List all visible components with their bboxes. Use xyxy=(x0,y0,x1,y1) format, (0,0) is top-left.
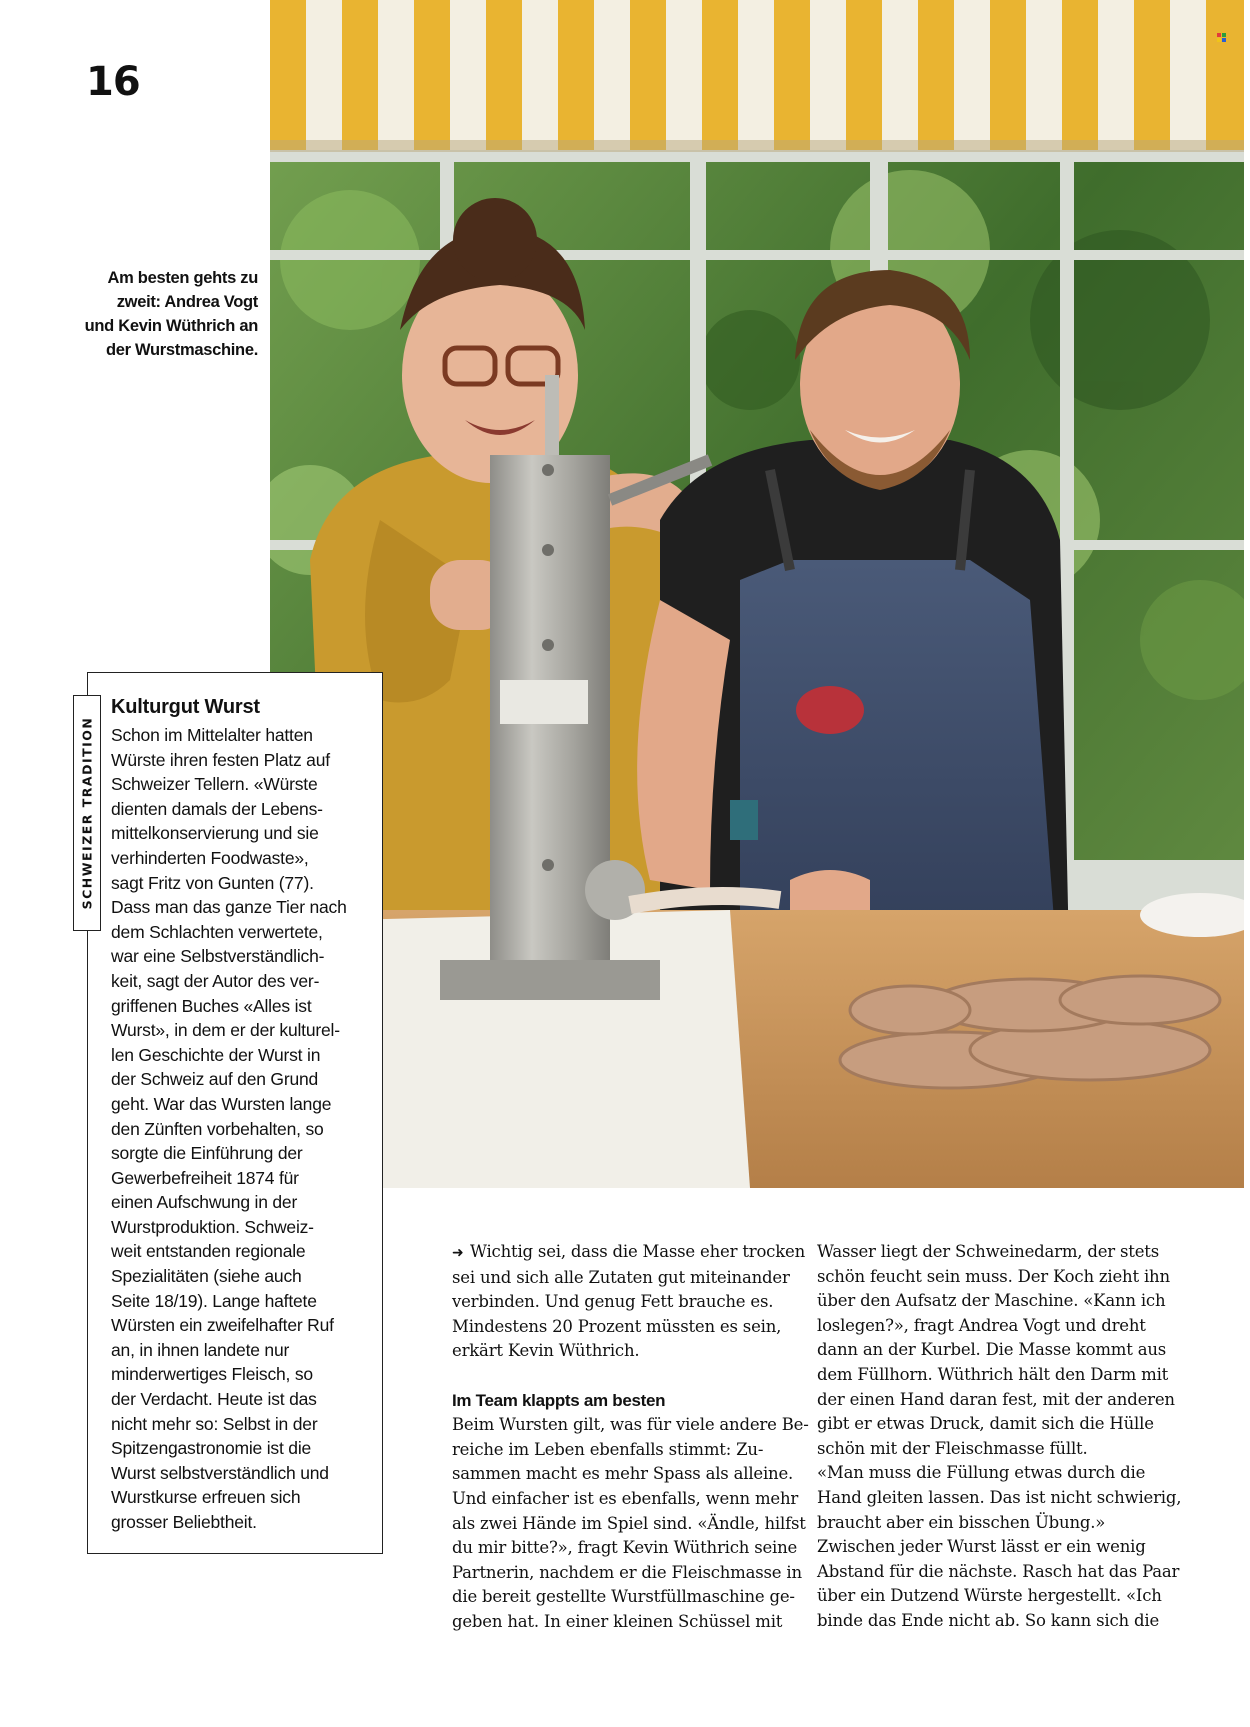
sidebar-line: der Schweiz auf den Grund xyxy=(111,1069,319,1090)
sidebar-line: Wurst selbstverständlich und xyxy=(111,1462,329,1483)
main-photo xyxy=(270,0,1244,1188)
glass-jar xyxy=(730,800,758,840)
article-line: gibt er etwas Druck, damit sich die Hülle xyxy=(817,1414,1154,1434)
sidebar-line: keit, sagt der Autor des ver- xyxy=(111,970,320,991)
article-line: braucht aber ein bisschen Übung.» xyxy=(817,1512,1106,1532)
article-line: dann an der Kurbel. Die Masse kommt aus xyxy=(817,1340,1167,1360)
photo-illustration xyxy=(270,0,1244,1188)
sidebar-line: mittelkonservierung und sie xyxy=(111,823,319,844)
sidebar-line: grosser Beliebtheit. xyxy=(111,1512,257,1532)
article-line: schön feucht sein muss. Der Koch zieht ihn xyxy=(817,1266,1170,1286)
sidebar-line: Spitzengastronomie ist die xyxy=(111,1438,312,1459)
article-line: loslegen?», fragt Andrea Vogt und dreht xyxy=(817,1315,1146,1335)
mark-yellow xyxy=(1217,38,1221,42)
article-line: Partnerin, nachdem er die Fleischmasse in xyxy=(452,1562,802,1582)
article-line: Wasser liegt der Schweinedarm, der stets xyxy=(817,1242,1159,1261)
sidebar-line: Gewerbefreiheit 1874 für xyxy=(111,1167,299,1188)
sidebar-line: der Verdacht. Heute ist das xyxy=(111,1389,317,1410)
sidebar-tab xyxy=(73,695,101,931)
article-line: als zwei Hände im Spiel sind. «Ändle, hilfst xyxy=(452,1513,806,1533)
mark-blue xyxy=(1222,38,1226,42)
sidebar-line: sorgte die Einführung der xyxy=(111,1143,303,1164)
article-line: verbinden. Und genug Fett brauche es. xyxy=(452,1292,774,1312)
sidebar-line: Schweizer Tellern. «Würste xyxy=(111,774,318,795)
article-line: Hand gleiten lassen. Das ist nicht schwierig, xyxy=(817,1487,1182,1507)
sidebar-line: verhinderten Foodwaste», xyxy=(111,847,309,868)
article-line: geben hat. In einer kleinen Schüssel mit xyxy=(452,1611,783,1631)
sidebar-line: dem Schlachten verwertete, xyxy=(111,921,323,942)
article-line: der einen Hand daran fest, mit der anderen xyxy=(817,1389,1175,1409)
article-line: sammen macht es mehr Spass als alleine. xyxy=(452,1464,794,1484)
sidebar-line: den Zünften vorbehalten, so xyxy=(111,1118,324,1139)
sidebar-line: griffenen Buches «Alles ist xyxy=(111,995,312,1016)
sidebar-line: Schon im Mittelalter hatten xyxy=(111,725,313,745)
sidebar-line: Wurstkurse erfreuen sich xyxy=(111,1487,301,1508)
article-line: über den Aufsatz der Maschine. «Kann ich xyxy=(817,1291,1166,1311)
mark-green xyxy=(1222,33,1226,37)
sidebar-line: Würste ihren festen Platz auf xyxy=(111,749,330,770)
article-line: Beim Wursten gilt, was für viele andere Be- xyxy=(452,1415,809,1435)
sidebar-line: geht. War das Wursten lange xyxy=(111,1093,332,1114)
article-line: erkärt Kevin Wüthrich. xyxy=(452,1341,640,1361)
page-number: 16 xyxy=(86,59,140,105)
sidebar-title: Kulturgut Wurst xyxy=(111,696,260,718)
sidebar-tab-label: SCHWEIZER TRADITION xyxy=(79,716,95,910)
color-registration-mark xyxy=(1217,33,1227,43)
article-line: du mir bitte?», fragt Kevin Wüthrich seine xyxy=(452,1538,798,1558)
sidebar-line: einen Aufschwung in der xyxy=(111,1192,298,1213)
article-column-1 xyxy=(452,1240,809,1635)
sidebar-line: Wurst», in dem er der kulturel- xyxy=(111,1020,340,1041)
mark-red xyxy=(1217,33,1221,37)
article-line xyxy=(452,1240,806,1266)
article-line: sei und sich alle Zutaten gut miteinander xyxy=(452,1267,790,1287)
article-line: «Man muss die Füllung etwas durch die xyxy=(817,1463,1146,1483)
arrow-right-icon: ➜ xyxy=(452,1245,464,1261)
article-line: Abstand für die nächste. Rasch hat das Paar xyxy=(817,1561,1180,1581)
caption-line: und Kevin Wüthrich an xyxy=(84,317,258,335)
sidebar-line: Dass man das ganze Tier nach xyxy=(111,897,347,918)
article-line: Und einfacher ist es ebenfalls, wenn mehr xyxy=(452,1488,799,1508)
article-line: schön mit der Fleischmasse füllt. xyxy=(817,1438,1088,1458)
caption-line: Am besten gehts zu xyxy=(107,269,258,287)
sidebar-line: nicht mehr so: Selbst in der xyxy=(111,1413,318,1434)
article-line: Zwischen jeder Wurst lässt er ein wenig xyxy=(817,1537,1146,1557)
sidebar-line: Seite 18/19). Lange haftete xyxy=(111,1290,317,1311)
caption-line: zweit: Andrea Vogt xyxy=(116,293,258,311)
awning xyxy=(270,0,1244,152)
caption-line: der Wurstmaschine. xyxy=(105,341,258,359)
article-line: die bereit gestellte Wurstfüllmaschine ge- xyxy=(452,1587,795,1607)
paragraph-gap xyxy=(452,1364,802,1389)
sidebar-line: len Geschichte der Wurst in xyxy=(111,1044,321,1065)
sidebar-line: dienten damals der Lebens- xyxy=(111,798,323,819)
article-line: Mindestens 20 Prozent müssten es sein, xyxy=(452,1316,782,1336)
sidebar-line: weit entstanden regionale xyxy=(111,1241,306,1262)
sidebar-body xyxy=(111,723,373,1535)
article-line: dem Füllhorn. Wüthrich hält den Darm mit xyxy=(817,1364,1169,1384)
article-line-text: Wichtig sei, dass die Masse eher trocken xyxy=(470,1242,806,1261)
article-subhead: Im Team klappts am besten xyxy=(452,1390,666,1410)
sidebar-line: war eine Selbstverständlich- xyxy=(111,946,325,967)
sidebar-line: minderwertiges Fleisch, so xyxy=(111,1364,313,1385)
sidebar-line: Würsten ein zweifelhafter Ruf xyxy=(111,1315,334,1336)
article-column-2 xyxy=(817,1240,1182,1634)
sidebar-line: an, in ihnen landete nur xyxy=(111,1339,290,1360)
sidebar-line: sagt Fritz von Gunten (77). xyxy=(111,872,314,893)
article-line: über ein Dutzend Würste hergestellt. «Ich xyxy=(817,1586,1162,1606)
sidebar-line: Spezialitäten (siehe auch xyxy=(111,1266,302,1287)
article-line: binde das Ende nicht ab. So kann sich die xyxy=(817,1610,1160,1630)
sidebar-line: Wurstproduktion. Schweiz- xyxy=(111,1216,314,1237)
article-line: reiche im Leben ebenfalls stimmt: Zu- xyxy=(452,1439,764,1459)
photo-caption xyxy=(60,266,258,362)
